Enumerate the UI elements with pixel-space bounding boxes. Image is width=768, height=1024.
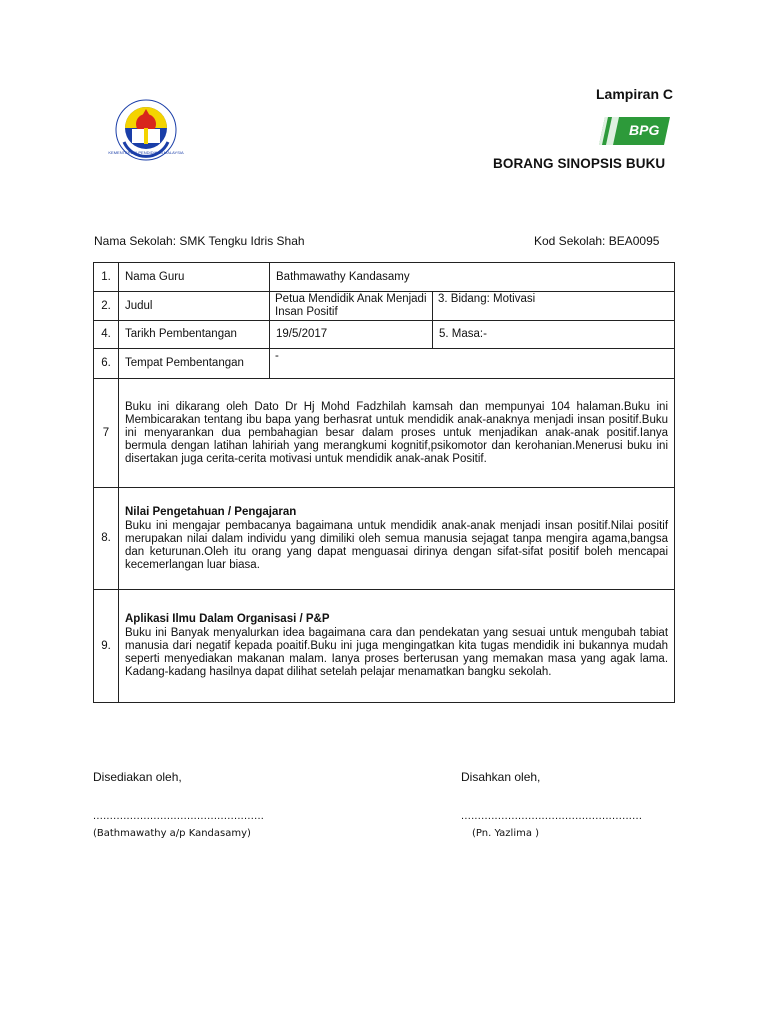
form-title: BORANG SINOPSIS BUKU [493,156,666,171]
knowledge-values-text: Buku ini mengajar pembacanya bagaimana untuk mendidik anak-anak menjadi insan positif.Nilai positif merupakan nilai dalam individu yang dimiliki oleh semua manusia sejagat tanpa mengira agama,bangsa dan keturunan.Oleh itu orang yang dapat menguasai dirinya dengan sifat-sifat positif boleh mencapai kecemerlangan luar biasa. [125,519,669,571]
synopsis-paragraph: Buku ini dikarang oleh Dato Dr Hj Mohd Fadzhilah kamsah dan mempunyai 104 halaman.Buku ini Membicarakan tentang ibu bapa yang berhasrat untuk mendidik anak-anaknya menjadi insan positif.Buku ini menyarankan dua pembahagian besar dalam proses untuk menjadikan anak-anak positif.Ianya bermula dengan latihan lahiriah yang merangkumi kognitif,psikomotor dan kerohanian.Menerusi buku ini disertakan juga cerita-cerita motivasi untuk mendidik anak-anak Positif. [125,400,669,465]
section-heading: Nilai Pengetahuan / Pengajaran [125,505,297,518]
signature-line-right: ...................................................... [461,810,643,822]
signature-line-left: ................................................... [93,810,265,822]
ministry-logo-caption: KEMENTERIAN PENDIDIKAN MALAYSIA [108,150,184,155]
appendix-label: Lampiran C [596,86,674,102]
application-cell [119,590,675,703]
row-number: 8. [94,488,119,590]
table-row [94,590,675,703]
table-row [94,488,675,590]
field-value: 3. Bidang: Motivasi [433,292,675,321]
bpg-logo-text: BPG [629,122,660,138]
table-row [94,379,675,488]
school-name: Nama Sekolah: SMK Tengku Idris Shah [94,234,305,248]
table-row [94,292,675,321]
school-code: Kod Sekolah: BEA0095 [534,234,660,248]
synopsis-text [119,379,675,488]
row-number: 6. [94,349,119,379]
row-label: Nama Guru [119,263,270,292]
row-label: Judul [119,292,270,321]
knowledge-values-cell [119,488,675,590]
table-row [94,263,675,292]
presentation-place-value: - [270,349,675,379]
section-heading: Aplikasi Ilmu Dalam Organisasi / P&P [125,613,330,625]
row-number: 4. [94,321,119,349]
application-text: Buku ini Banyak menyalurkan idea bagaimana cara dan pendekatan yang sesuai untuk mengubah tabiat manusia dari negatif kepada poaitif.Buku ini juga mengingatkan kita tugas mendidik ini bukannya mudah seperti menyediakan makanan malam. Ianya proses berterusan yang memakan masa yang agak lama. Kadang-kadang hasilnya dapat dilihat setelah pelajar menamatkan bangku sekolah. [125,627,669,678]
table-row [94,349,675,379]
row-number: 1. [94,263,119,292]
row-label: Tempat Pembentangan [119,349,270,379]
bpg-logo [599,115,670,147]
book-title-value: Petua Mendidik Anak Menjadi Insan Positif [270,292,433,321]
teacher-name-value: Bathmawathy Kandasamy [270,263,675,292]
approver-name: (Pn. Yazlima ) [472,828,540,839]
time-value: 5. Masa:- [433,321,675,349]
row-number: 9. [94,590,119,703]
row-number: 7 [94,379,119,488]
synopsis-table [93,262,675,703]
approved-by-label: Disahkan oleh, [461,770,541,784]
table-row [94,321,675,349]
row-number: 2. [94,292,119,321]
row-label: Tarikh Pembentangan [119,321,270,349]
prepared-by-label: Disediakan oleh, [93,770,182,784]
preparer-name: (Bathmawathy a/p Kandasamy) [93,828,251,839]
presentation-date-value: 19/5/2017 [270,321,433,349]
